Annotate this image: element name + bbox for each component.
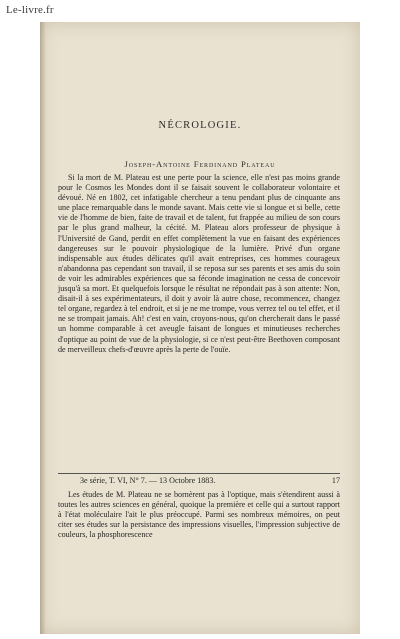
paragraph: Les études de M. Plateau ne se bornèrent pas à l'optique, mais s'étendirent aussi à toutes les autres sciences en général, quoique la première et celle qui a surtout rapport à l'état moléculaire l'ait le plus préoccupé. Parmi ses nombreux mémoires, on peut citer ses études sur la persistance des impressions visuelles, l'impression subjective de couleurs, la phosphorescence <box>58 490 340 540</box>
series-info: 3e série, T. VI, N° 7. — 13 Octobre 1883. <box>80 476 216 485</box>
site-logo: Le-livre.fr <box>6 4 54 16</box>
section-title: NÉCROLOGIE. <box>158 120 242 131</box>
footer-divider <box>58 473 340 474</box>
paragraph: Si la mort de M. Plateau est une perte pour la science, elle n'est pas moins grande pour le Cosmos les Mondes dont il se faisait souvent le collaborateur volontaire et dévoué. Né en 1802, cet infatigable chercheur a tenu pendant plus de cinquante ans une place remarquable dans le monde savant. Mais cette vie si longue et si belle, cette vie de l'homme de bien, faite de travail et de talent, fut frappée au milieu de son cours par le plus grand malheur, la cécité. M. Plateau alors professeur de physique à l'Université de Gand, perdit en effet complètement la vue en faisant des expériences dangereuses sur le pouvoir physiologique de la lumière. Privé d'un organe indispensable aux études délicates qu'il avait entreprises, ces hommes courageux n'abandonna pas cependant son travail, il se reposa sur ses parents et ses amis du soin de voir les admirables expériences que sa féconde imagination ne cessa de concevoir jusqu'à sa mort. Et quelquefois lorsque le résultat ne répondait pas à son attente: Non, disait-il à ses expérimentateurs, il doit y avoir là autre chose, recommencez, changez tel organe, regardez à tel endroit, et si je ne me trompe, vous verrez tel ou tel effet, et il ne se trompait jamais. Ah! c'est en vain, croyons-nous, qu'on chercherait dans le passé un homme comparable à cet aveugle faisant de longues et minutieuses recherches d'optique au point de vue de la physiologie, si ce n'est peut-être Beethoven composant de merveilleux chefs-d'œuvre après la perte de l'ouïe. <box>58 173 340 354</box>
article-title: Joseph-Antoine Ferdinand Plateau <box>124 159 276 169</box>
page-number: 17 <box>331 476 340 485</box>
article-body <box>58 173 340 355</box>
scanned-page <box>40 22 360 634</box>
continuation-text <box>58 490 340 540</box>
page-footer <box>80 476 340 485</box>
